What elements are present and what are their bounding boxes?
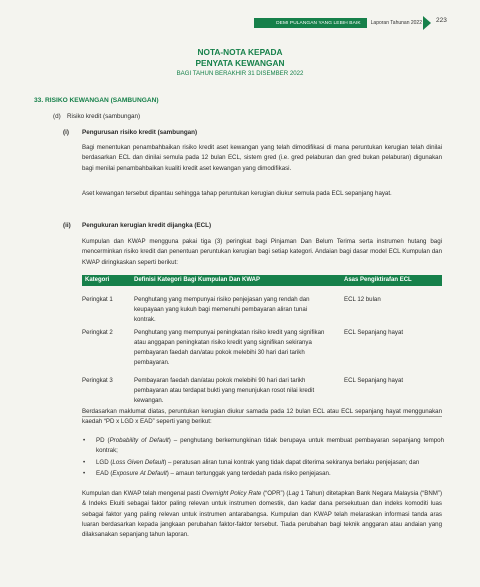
table-row [82,328,442,376]
bullet-dot: • [83,437,86,444]
subsection-title: Risiko kredit (sambungan) [67,113,141,120]
bullet-dot: • [83,469,86,477]
header-report-title: Laporan Tahunan 2022 [367,18,426,28]
row-category: Peringkat 2 [82,329,113,336]
table-header-basis: Asas Pengiktirafan ECL [344,277,412,283]
bullet-term: EAD [96,469,109,477]
item-i-title: Pengurusan risiko kredit (sambungan) [82,129,198,136]
ecl-table [82,275,442,417]
page-title-line2: PENYATA KEWANGAN [195,58,285,68]
paragraph-3: Kumpulan dan KWAP mengguna pakai tiga (3) peringkat bagi Pinjaman Dan Belum Terima serta instrumen hutang bagi mencerminkan risiko kredit dan penentuan peruntukan kerugian bagi setiap kategori. Andaian bagi dasar model ECL Kumpulan dan KWAP diringkaskan seperti berikut: [82,238,442,266]
subsection-label: (d) [53,113,61,120]
list-item: • EAD (Exposure At Default) – amaun tertunggak yang terdedah pada risiko penjejasan. [82,469,444,479]
para5-text-c: 1 Tahun) ditetapkan Bank Negara Malaysia (“BNM”) & Indeks Ekuiti sebagai faktor paling relevan untuk instrumen domestik, dan kadar dana persekutuan dan indeks komoditi luas sebagai faktor yang paling relevan untuk instrumen antarabangsa. Kumpulan dan KWAP telah melaraskan informasi tanda aras luaran berdasarkan kepada jangkaan perubahan faktor-faktor tersebut. Tiada perubahan bagi teknik anggaran atau andaian yang dilaksanakan sepanjang tahun laporan. [82,490,442,539]
bullet-list [82,436,444,479]
paragraph-5 [82,489,442,540]
chevron-right-icon [423,16,431,30]
bullet-dot: • [83,458,86,466]
page-subtitle: BAGI TAHUN BERAKHIR 31 DISEMBER 2022 [176,70,304,77]
table-header [82,275,442,286]
row-category: Peringkat 3 [82,377,113,384]
item-ii-title: Pengukuran kerugian kredit dijangka (ECL) [82,222,212,229]
item-ii-label: (ii) [63,222,71,229]
item-i-heading [63,129,197,136]
page-title-line1: NOTA-NOTA KEPADA [197,47,283,57]
bullet-term: LGD [96,458,109,466]
para5-opr-term: Overnight Policy Rate [201,490,262,497]
list-item: • LGD (Loss Given Default) – peratusan aliran tunai kontrak yang tidak dapat diterima sekiranya berlaku penjejasan; dan [82,458,444,468]
bullet-text: – amaun tertunggak yang terdedah pada risiko penjejasan. [168,469,331,477]
row-basis: ECL Sepanjang hayat [344,329,404,336]
bullet-text: – peratusan aliran tunai kontrak yang tidak dapat diterima sekiranya berlaku penjejasan; dan [166,458,420,466]
para5-text-b: (“OPR”) ( [261,490,289,497]
table-header-category: Kategori [85,277,110,283]
para5-text-a: Kumpulan dan KWAP telah mengenal pasti [82,490,202,497]
item-i-label: (i) [63,129,69,136]
subsection-heading [53,113,140,120]
row-definition: Pembayaran faedah dan/atau pokok melebihi 90 hari dari tarikh pembayaran atau terdapat bukti yang menunjukan rosot nilai kredit kewangan. [134,377,315,404]
header-bar [254,18,426,28]
page-number: 223 [436,17,447,24]
bullet-text: – penghutang berkemungkinan tidak berupaya untuk membuat pembayaran sepanjang tempoh kontrak; [96,437,444,455]
bullet-expansion: Probability of Default [109,437,169,444]
row-basis: ECL Sepanjang hayat [344,377,404,384]
bullet-term: PD [96,437,105,444]
row-definition: Penghutang yang mempunyai peningkatan risiko kredit yang signifikan atau anggapan peningkatan risiko kredit yang signifikan sekiranya pembayaran faedah dan/atau pokok melebihi 30 hari dari tarikh pembayaran. [134,329,325,366]
paragraph-4: Berdasarkan maklumat diatas, peruntukan kerugian diukur samada pada 12 bulan ECL atau ECL sepanjang hayat menggunakan kaedah “PD x LGD x EAD” seperti yang berikut: [82,408,442,426]
section-heading: 33. RISIKO KEWANGAN (SAMBUNGAN) [34,97,159,104]
row-basis: ECL 12 bulan [344,296,381,303]
header-tagline: DEMI PULANGAN YANG LEBIH BAIK [276,20,361,26]
paragraph-1: Bagi menentukan penambahbaikan risiko kredit aset kewangan yang telah dimodifikasi di mana peruntukan kerugian telah dinilai berdasarkan ECL dan dinilai semula pada 12 bulan ECL, sistem gred (i.e. gred pelaburan dan gred bukan pelaburan) digunakan bagi menilai penambahbaikan kualiti kredit aset kewangan yang dimodifikasi. [82,144,442,172]
table-row [82,295,442,328]
row-category: Peringkat 1 [82,296,113,303]
list-item: • PD (Probability of Default) – penghutang berkemungkinan tidak berupaya untuk membuat pembayaran sepanjang tempoh kontrak; [83,437,444,455]
table-header-definition: Definisi Kategori Bagi Kumpulan Dan KWAP [134,277,261,283]
para5-lag-term: Lag [288,490,299,497]
paragraph-2: Aset kewangan tersebut dipantau sehingga tahap peruntukan kerugian diukur semula pada ECL sepanjang hayat. [82,190,392,197]
bullet-expansion: Loss Given Default [112,458,165,466]
item-ii-heading [63,222,211,229]
bullet-expansion: Exposure At Default [112,469,167,477]
row-definition: Penghutang yang mempunyai risiko penjejasan yang rendah dan keupayaan yang kukuh bagi memenuhi pembayaran aliran tunai kontrak. [134,296,310,323]
